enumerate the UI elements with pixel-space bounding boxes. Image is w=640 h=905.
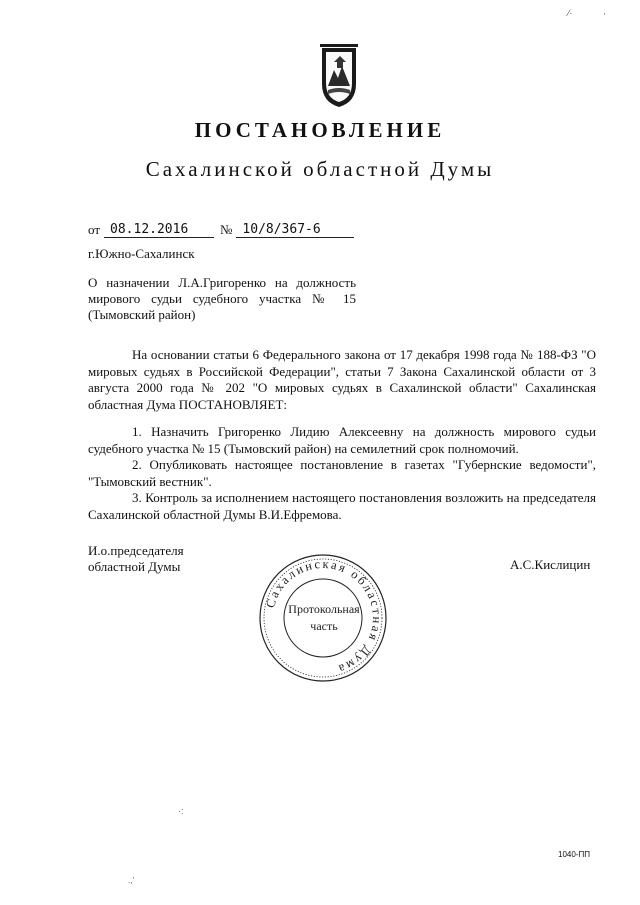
coat-of-arms-emblem [318,44,360,110]
official-stamp [258,553,388,683]
document-footer-code: 1040-ПП [558,850,590,859]
body-item-1: 1. Назначить Григоренко Лидию Алексеевну на должность мирового судьи судебного участка № 15 (Тымовский район) на семилетний срок полномочий. [88,424,596,456]
document-meta-row [88,222,354,238]
body-preamble: На основании статьи 6 Федерального закона от 17 декабря 1998 года № 188-ФЗ "О мировых судьях в Российской Федерации", статьи 7 Закона Сахалинской области от 3 августа 2000 года № 202 "О мировых судьях в Сахалинской области" Сахалинская областная Дума ПОСТАНОВЛЯЕТ: [88,347,596,412]
document-number: 10/8/367-6 [236,222,354,238]
stamp-center-line-1: Протокольная [288,602,360,616]
body-item-3: 3. Контроль за исполнением настоящего постановления возложить на председателя Сахалинской областной Думы В.И.Ефремова. [88,490,596,522]
document-subtitle: Сахалинской областной Думы [145,157,495,181]
signatory-name: А.С.Кислицин [510,557,591,572]
document-subject [88,275,356,323]
scan-mark: .,' [128,876,134,885]
scan-mark: ⁄· [568,8,573,18]
stamp-center-line-2: часть [310,619,338,633]
scan-mark: ' [604,12,606,21]
document-title: ПОСТАНОВЛЕНИЕ [194,118,446,142]
scan-mark: ·: [178,806,184,816]
subject-line-2: мирового судьи судебного участка № 15 [88,291,356,306]
subject-line-3: (Тымовский район) [88,307,196,322]
document-city: г.Южно-Сахалинск [88,246,195,261]
date-label: от [88,222,101,237]
signatory-position [88,543,184,575]
svg-text:Сахалинская областная Дума [263,557,384,677]
number-label: № [220,222,233,237]
document-date: 08.12.2016 [104,222,214,238]
signatory-position-line-2: областной Думы [88,559,181,574]
subject-line-1: О назначении Л.А.Григоренко на должность [88,275,356,290]
stamp-ring-text: Сахалинская областная Дума [263,556,385,677]
body-item-2: 2. Опубликовать настоящее постановление в газетах "Губернские ведомости", "Тымовский вестник". [88,457,596,489]
signatory-position-line-1: И.о.председателя [88,543,184,558]
document-body [88,347,596,523]
